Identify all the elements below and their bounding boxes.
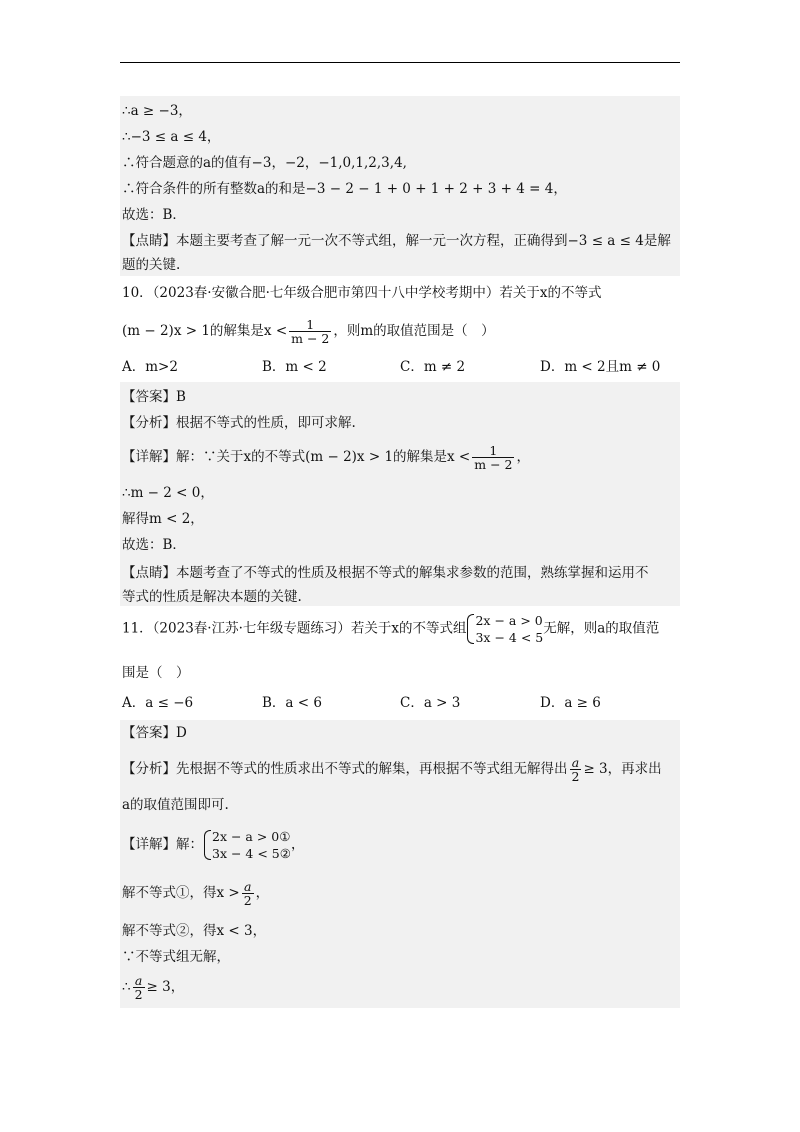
q11-step: ∵不等式组无解， [122, 949, 230, 965]
q9-line: ∴符合条件的所有整数a的和是−3 − 2 − 1 + 0 + 1 + 2 + 3 + 4 = 4， [122, 181, 567, 197]
q9-line: 故选：B． [122, 207, 186, 223]
q11-detail: 【详解】解： 2x − a > 0① 3x − 4 < 5② ， [122, 829, 305, 861]
q10-option-d: D．m < 2且m ≠ 0 [540, 359, 661, 375]
q10-option-a: A．m>2 [122, 359, 178, 375]
q11-option-a: A．a ≤ −6 [122, 695, 194, 711]
fraction: $\frac{a}{2}$ [571, 755, 580, 784]
q11-option-c: C．a > 3 [400, 695, 461, 711]
fraction: $\frac{a}{2}$ [243, 879, 252, 908]
inequality-system: 2x − a > 0 3x − 4 < 5 [466, 612, 543, 646]
q10-stem-2: (m − 2)x > 1的解集是x < $\frac{1}{m - 2}$ ，则m的取值范围是（ ） [122, 317, 495, 346]
q10-step: ∴m − 2 < 0， [122, 485, 214, 501]
fraction: $\frac{1}{m - 2}$ [291, 317, 330, 346]
header-rule [120, 62, 680, 63]
q11-step: 解不等式②，得x < 3， [122, 923, 267, 939]
q10-detail: 【详解】解：∵关于x的不等式(m − 2)x > 1的解集是x < $\frac{1}{m - 2}$ ， [122, 443, 530, 472]
q11-analysis: 【分析】先根据不等式的性质求出不等式的解集，再根据不等式组无解得出 $\frac{a}{2}$ ≥ 3，再求出 [122, 755, 662, 784]
q11-option-b: B．a < 6 [262, 695, 322, 711]
q10-stem: 10．（2023春·安徽合肥·七年级合肥市第四十八中学校考期中）若关于x的不等式 [122, 285, 602, 301]
q10-note: 等式的性质是解决本题的关键. [122, 589, 302, 605]
inequality-system: 2x − a > 0① 3x − 4 < 5② [203, 828, 291, 862]
q10-step: 解得m < 2， [122, 511, 204, 527]
q11-stem: 11．（2023春·江苏·七年级专题练习）若关于x的不等式组 2x − a > 0 3x − 4 < 5 无解，则a的取值范 [122, 613, 660, 645]
q11-step: 解不等式①，得x > $\frac{a}{2}$ ， [122, 879, 270, 908]
q10-answer: 【答案】B [122, 389, 186, 405]
q11-option-d: D．a ≥ 6 [540, 695, 601, 711]
fraction: $\frac{1}{m - 2}$ [474, 443, 513, 472]
q10-option-b: B．m < 2 [262, 359, 327, 375]
q10-step: 故选：B． [122, 537, 186, 553]
q10-note: 【点睛】本题考查了不等式的性质及根据不等式的解集求参数的范围，熟练掌握和运用不 [122, 565, 649, 581]
q9-line: ∴−3 ≤ a ≤ 4， [122, 129, 221, 145]
q11-analysis-2: a的取值范围即可. [122, 797, 229, 813]
q11-step: ∴ $\frac{a}{2}$ ≥ 3， [122, 973, 185, 1002]
q9-line: ∴符合题意的a的值有−3，−2，−1,0,1,2,3,4, [122, 155, 407, 171]
q9-note: 题的关键. [122, 257, 181, 273]
q11-answer: 【答案】D [122, 725, 187, 741]
fraction: $\frac{a}{2}$ [134, 973, 143, 1002]
q11-stem-2: 围是（ ） [122, 665, 190, 681]
q9-note: 【点睛】本题主要考查了解一元一次不等式组，解一元一次方程，正确得到−3 ≤ a ≤ 4是解 [122, 233, 671, 249]
q9-line: ∴a ≥ −3， [122, 103, 192, 119]
q10-option-c: C．m ≠ 2 [400, 359, 466, 375]
q10-analysis: 【分析】根据不等式的性质，即可求解. [122, 415, 356, 431]
